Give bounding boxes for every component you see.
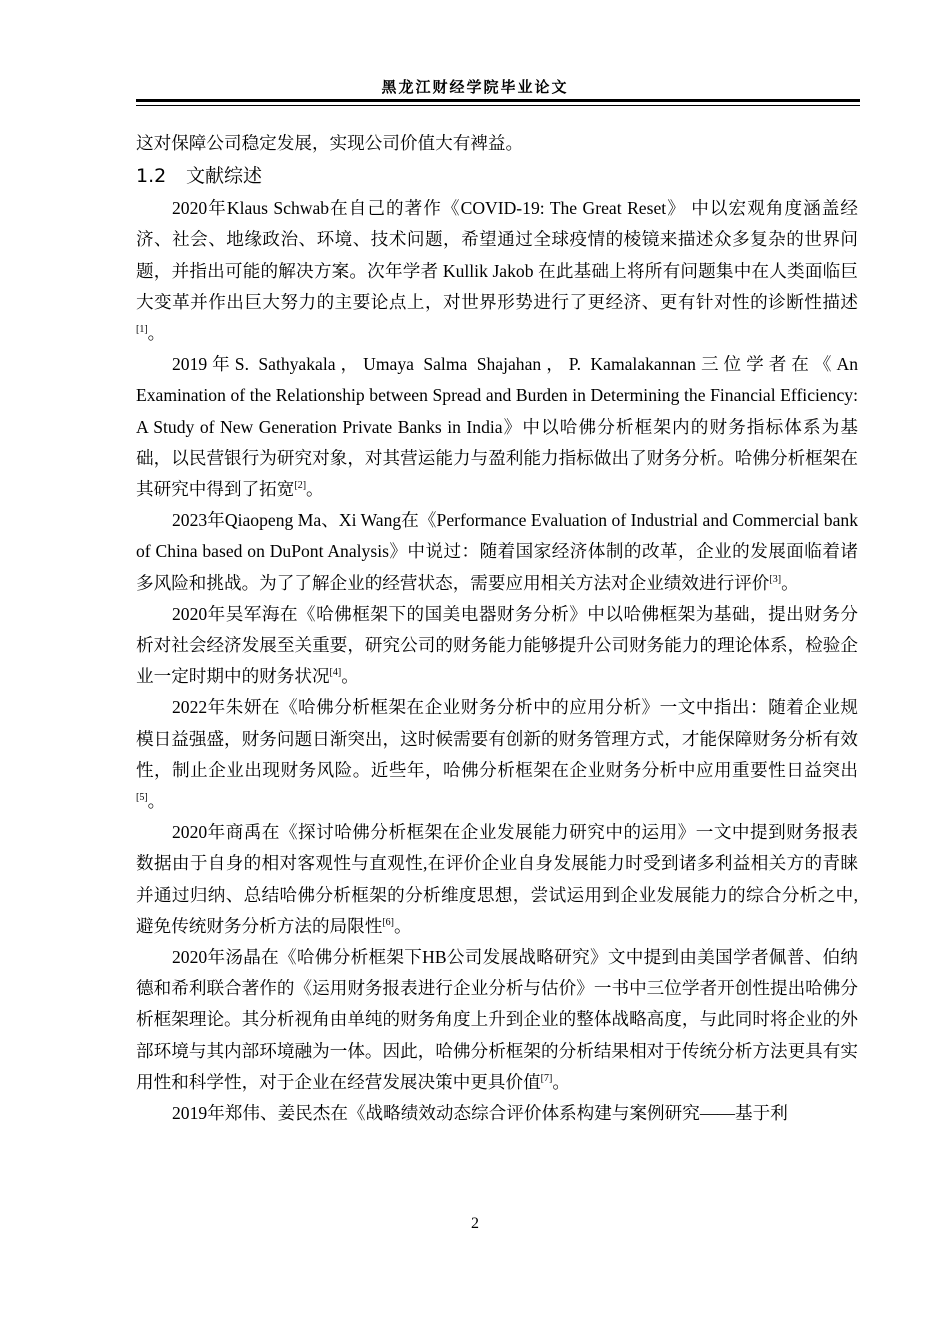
section-number: 1.2	[136, 165, 167, 188]
section-heading	[136, 161, 858, 191]
paragraph: 2019年S. Sathyakala，Umaya Salma Shajahan，P. Kamalakannan三位学者在《An Examination of the Relationship between Spread and Burden in Determining the Financial Efficiency: A Study of New Generation Private Banks in India》中以哈佛分析框架内的财务指标体系为基础，以民营银行为研究对象，对其营运能力与盈利能力指标做出了财务分析。哈佛分析框架在其研究中得到了拓宽[2]。	[136, 354, 858, 500]
citation[interactable]: [1]	[136, 324, 148, 336]
body-text	[136, 128, 858, 1129]
paragraph: 2019年郑伟、姜民杰在《战略绩效动态综合评价体系构建与案例研究——基于利	[172, 1103, 788, 1124]
citation[interactable]: [3]	[769, 573, 782, 585]
citation[interactable]: [5]	[136, 792, 148, 804]
paragraph: 2020年汤晶在《哈佛分析框架下HB公司发展战略研究》文中提到由美国学者佩普、伯纳德和希利联合著作的《运用财务报表进行企业分析与估价》一书中三位学者开创性提出哈佛分析框架理论。其分析视角由单纯的财务角度上升到企业的整体战略高度，与此同时将企业的外部环境与其内部环境融为一体。因此，哈佛分析框架的分析结果相对于传统分析方法更具有实用性和科学性，对于企业在经营发展决策中更具价值[7]。	[136, 947, 858, 1092]
citation[interactable]: [4]	[329, 667, 342, 679]
page-number: 2	[471, 1215, 479, 1232]
section-title: 文献综述	[186, 165, 263, 188]
header-rule-thin	[136, 105, 860, 106]
paragraph: 2023年Qiaopeng Ma、Xi Wang在《Performance Evaluation of Industrial and Commercial bank of China based on DuPont Analysis》中说过：随着国家经济体制的改革，企业的发展面临着诸多风险和挑战。为了了解企业的经营状态，需要应用相关方法对企业绩效进行评价[3]。	[136, 510, 858, 593]
header-rule-thick	[136, 99, 860, 102]
running-header: 黑龙江财经学院毕业论文	[381, 78, 569, 96]
intro-line: 这对保障公司稳定发展，实现公司价值大有裨益。	[136, 133, 524, 153]
paragraph: 2020年商禹在《探讨哈佛分析框架在企业发展能力研究中的运用》一文中提到财务报表数据由于自身的相对客观性与直观性,在评价企业自身发展能力时受到诸多利益相关方的青睐并通过归纳、总结哈佛分析框架的分析维度思想，尝试运用到企业发展能力的综合分析之中,避免传统财务分析方法的局限性[6]。	[136, 822, 858, 936]
citation[interactable]: [2]	[294, 480, 307, 492]
paragraph: 2020年Klaus Schwab在自己的著作《COVID-19: The Great Reset》 中以宏观角度涵盖经济、社会、地缘政治、环境、技术问题，希望通过全球疫情的棱镜来描述众多复杂的世界问题，并指出可能的解决方案。次年学者 Kullik Jakob 在此基础上将所有问题集中在人类面临巨大变革并作出巨大努力的主要论点上，对世界形势进行了更经济、更有针对性的诊断性描述[1]。	[136, 198, 858, 344]
citation[interactable]: [6]	[382, 917, 394, 929]
paragraph: 2022年朱妍在《哈佛分析框架在企业财务分析中的应用分析》一文中指出：随着企业规模日益强盛，财务问题日渐突出，这时候需要有创新的财务管理方式，才能保障财务分析有效性，制止企业出现财务风险。近些年，哈佛分析框架在企业财务分析中应用重要性日益突出[5]。	[136, 697, 858, 812]
paragraph: 2020年吴军海在《哈佛框架下的国美电器财务分析》中以哈佛框架为基础，提出财务分析对社会经济发展至关重要，研究公司的财务能力能够提升公司财务能力的理论体系，检验企业一定时期中的财务状况[4]。	[136, 603, 858, 687]
citation[interactable]: [7]	[540, 1073, 553, 1085]
